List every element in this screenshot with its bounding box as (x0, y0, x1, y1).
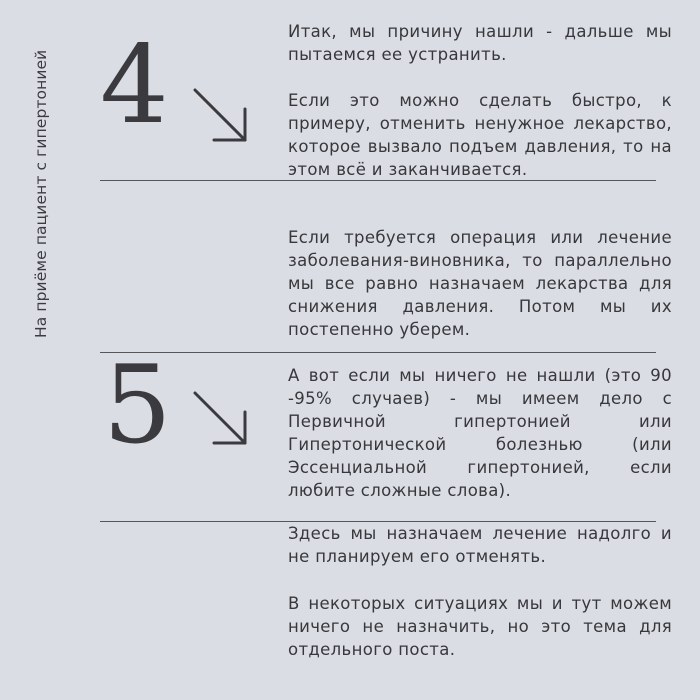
section-5-paragraph-3: В некоторых ситуациях мы и тут можем ничего не назначить, но это тема для отдельного поста. (288, 594, 672, 659)
side-title: На приёме пациент с гипертонией (32, 49, 50, 338)
section-5-paragraph-2: Здесь мы назначаем лечение надолго и не планируем его отменять. (288, 524, 672, 566)
arrow-down-right-icon (190, 85, 250, 145)
section-4-paragraph-2: Если это можно сделать быстро, к примеру, отменить ненужное лекарство, которое вызвало подъем давления, то на этом всё и заканчивается. (288, 91, 672, 179)
section-4-paragraph-1: Итак, мы причину нашли - дальше мы пытаемся ее устранить. (288, 22, 672, 64)
section-5-paragraph-1: А вот если мы ничего не нашли (это 90 -95% случаев) - мы имеем дело с Первичной гипертонией или Гипертонической болезнью (или Эссенциальной гипертонией, если любите сложные слова). (288, 366, 672, 500)
divider-line (100, 352, 656, 353)
section-number-4: 4 (100, 23, 169, 148)
section-4-paragraph-3: Если требуется операция или лечение заболевания-виновника, то параллельно мы все равно назначаем лекарства для снижения давления. Потом мы их постепенно уберем. (288, 228, 672, 339)
arrow-down-right-icon (190, 388, 250, 448)
section-number-5: 5 (103, 343, 172, 468)
